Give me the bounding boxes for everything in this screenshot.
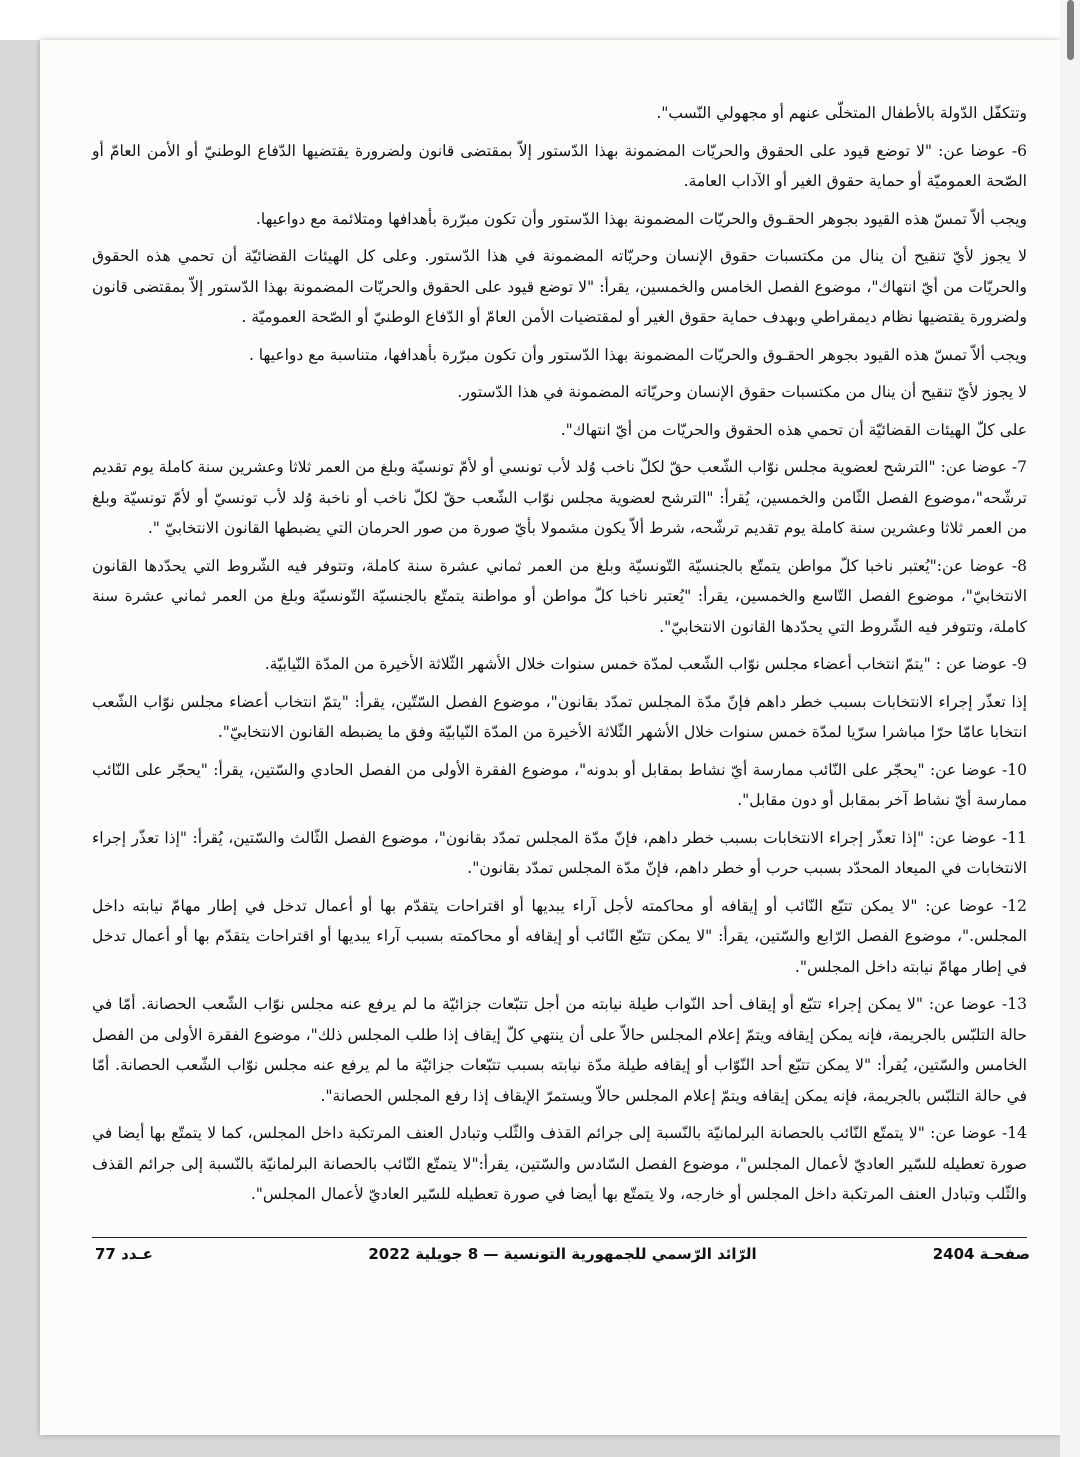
paragraph: 9- عوضا عن : "يتمّ انتخاب أعضاء مجلس نوّاب الشّعب لمدّة خمس سنوات خلال الأشهر الثّلاثة الأخيرة من المدّة النّيابيّة.	[264, 655, 1027, 673]
paragraph: 10- عوضا عن: "يحجّر على النّائب ممارسة أيّ نشاط بمقابل أو بدونه"، موضوع الفقرة الأولى من الفصل الحادي والسّتين، يقرأ: "يحجّر على النّائب ممارسة أيّ نشاط آخر بمقابل أو دون مقابل".	[92, 760, 1027, 809]
document-page	[40, 40, 1060, 1435]
paragraph: لا يجوز لأيّ تنقيح أن ينال من مكتسبات حقوق الإنسان وحريّاته المضمونة في هذا الدّستور.	[457, 383, 1027, 401]
document-body	[92, 98, 1027, 1217]
page-footer	[95, 1239, 1030, 1265]
paragraph: 7- عوضا عن: "الترشح لعضوية مجلس نوّاب الشّعب حقّ لكلّ ناخب وُلد لأب تونسي أو لأمّ تونسيّة وبلغ من العمر ثلاثا وعشرين سنة كاملة يوم تقديم ترشّحه"،موضوع الفصل الثّامن والخمسين، يُقرأ: "الترشح لعضوية مجلس نوّاب الشّعب حقّ لكلّ ناخب أو ناخبة وُلد لأب تونسيّ أو لأمّ تونسيّة وبلغ من العمر ثلاثا وعشرين سنة كاملة يوم تقديم ترشّحه، شرط ألاّ يكون مشمولا بأيّ صورة من صور الحرمان التي يضبطها القانون الانتخابيّ ".	[92, 458, 1027, 537]
paragraph: 14- عوضا عن: "لا يتمتّع النّائب بالحصانة البرلمانيّة بالنّسبة إلى جرائم القذف والثّلب وتبادل العنف المرتكبة داخل المجلس، كما لا يتمتّع بها أيضا في صورة تعطيله للسّير العاديّ لأعمال المجلس"، موضوع الفصل السّادس والسّتين، يقرأ:"لا يتمتّع النّائب بالحصانة البرلمانيّة بالنّسبة إلى جرائم القذف والثّلب وتبادل العنف المرتكبة داخل المجلس أو خارجه، ولا يتمتّع بها أيضا في صورة تعطيله للسّير العاديّ لأعمال المجلس".	[92, 1124, 1027, 1203]
paragraph: ويجب ألاّ تمسّ هذه القيود بجوهر الحقـوق والحريّات المضمونة بهذا الدّستور وأن تكون مبرّرة بأهدافها، متناسبة مع دواعيها .	[248, 345, 1027, 364]
paragraph: ويجب ألاّ تمسّ هذه القيود بجوهر الحقـوق والحريّات المضمونة بهذا الدّستور وأن تكون مبرّرة بأهدافها ومتلائمة مع دواعيها.	[255, 209, 1027, 228]
footer-page-number: صفحـة 2404	[932, 1245, 1030, 1263]
paragraph: لا يجوز لأيّ تنقيح أن ينال من مكتسبات حقوق الإنسان وحريّاته المضمونة في هذا الدّستور. وعلى كل الهيئات القضائيّة أن تحمي هذه الحقوق والحريّات من أيّ انتهاك"، موضوع الفصل الخامس والخمسين، يقرأ: "لا توضع قيود على الحقوق والحريّات المضمونة بهذا الدّستور إلاّ بمقتضى قانون ولضرورة يقتضيها نظام ديمقراطي وبهدف حماية حقوق الغير أو لمقتضيات الأمن العامّ أو الدّفاع الوطنيّ أو الصّحة العموميّة .	[92, 247, 1027, 326]
paragraph: 6- عوضا عن: "لا توضع قيود على الحقوق والحريّات المضمونة بهذا الدّستور إلاّ بمقتضى قانون ولضرورة يقتضيها الدّفاع الوطنيّ أو الأمن العامّ أو الصّحة العموميّة أو حماية حقوق الغير أو الآداب العامة.	[92, 141, 1027, 190]
paragraph: إذا تعذّر إجراء الانتخابات بسبب خطر داهم فإنّ مدّة المجلس تمدّد بقانون"، موضوع الفصل السّتّين، يقرأ: "يتمّ انتخاب أعضاء مجلس نوّاب الشّعب انتخابا عامّا حرّا مباشرا سرّيا لمدّة خمس سنوات خلال الأشهر الثّلاثة الأخيرة من المدّة النّيابيّة وفق ما يضبطه القانون الانتخابيّ".	[92, 692, 1027, 741]
paragraph: 12- عوضا عن: "لا يمكن تتبّع النّائب أو إيقافه أو محاكمته لأجل آراء يبديها أو اقتراحات يتقدّم بها أو أعمال تدخل في إطار مهامّ نيابته داخل المجلس."، موضوع الفصل الرّابع والسّتين، يقرأ: "لا يمكن تتبّع النّائب أو إيقافه أو محاكمته بسبب آراء يبديها أو اقتراحات يتقدّم بها أو أعمال تدخل في إطار مهامّ نيابته داخل المجلس".	[92, 896, 1027, 976]
footer-gazette-title: الرّائد الرّسمي للجمهورية التونسية — 8 جويلية 2022	[368, 1245, 757, 1263]
top-status-bar	[0, 0, 1080, 40]
footer-issue-number: عـدد 77	[95, 1245, 153, 1263]
paragraph: وتتكفّل الدّولة بالأطفال المتخلّى عنهم أو مجهولي النّسب".	[656, 104, 1027, 122]
footer-divider	[92, 1237, 1027, 1238]
paragraph: 11- عوضا عن: "إذا تعذّر إجراء الانتخابات بسبب خطر داهم، فإنّ مدّة المجلس تمدّد بقانون"، موضوع الفصل الثّالث والسّتين، يُقرأ: "إذا تعذّر إجراء الانتخابات في الميعاد المحدّد بسبب حرب أو خطر داهم، فإنّ مدّة المجلس تمدّد بقانون".	[92, 828, 1027, 877]
paragraph: 13- عوضا عن: "لا يمكن إجراء تتبّع أو إيقاف أحد النّواب طيلة نيابته من أجل تتبّعات جزائيّة ما لم يرفع عنه مجلس نوّاب الشّعب الحصانة. أمّا في حالة التلبّس بالجريمة، فإنه يمكن إيقافه ويتمّ إعلام المجلس حالاّ على أن ينتهي كلّ إيقاف إذا طلب المجلس ذلك"، موضوع الفقرة الأولى من الفصل الخامس والسّتين، يُقرأ: "لا يمكن تتبّع أحد النّوّاب أو إيقافه طيلة مدّة نيابته بسبب تتبّعات جزائيّة ما لم يرفع عنه مجلس نوّاب الشّعب الحصانة. أمّا في حالة التلبّس بالجريمة، فإنه يمكن إيقافه ويتمّ إعلام المجلس حالاّ ويستمرّ الإيقاف إذا رفع المجلس الحصانة".	[92, 995, 1027, 1105]
scrollbar-thumb[interactable]	[1067, 0, 1074, 60]
paragraph: 8- عوضا عن:"يُعتبر ناخبا كلّ مواطن يتمتّع بالجنسيّة التّونسيّة وبلغ من العمر ثماني عشرة سنة كاملة، وتتوفر فيه الشّروط التي يحدّدها القانون الانتخابيّ"، موضوع الفصل التّاسع والخمسين، يقرأ: "يُعتبر ناخبا كلّ مواطن أو مواطنة يتمتّع بالجنسيّة التّونسيّة وبلغ من العمر ثماني عشرة سنة كاملة، وتتوفر فيه الشّروط التي يحدّدها القانون الانتخابيّ".	[92, 556, 1027, 636]
scrollbar[interactable]	[1060, 0, 1080, 1457]
paragraph: على كلّ الهيئات القضائيّة أن تحمي هذه الحقوق والحريّات من أيّ انتهاك".	[560, 420, 1027, 439]
